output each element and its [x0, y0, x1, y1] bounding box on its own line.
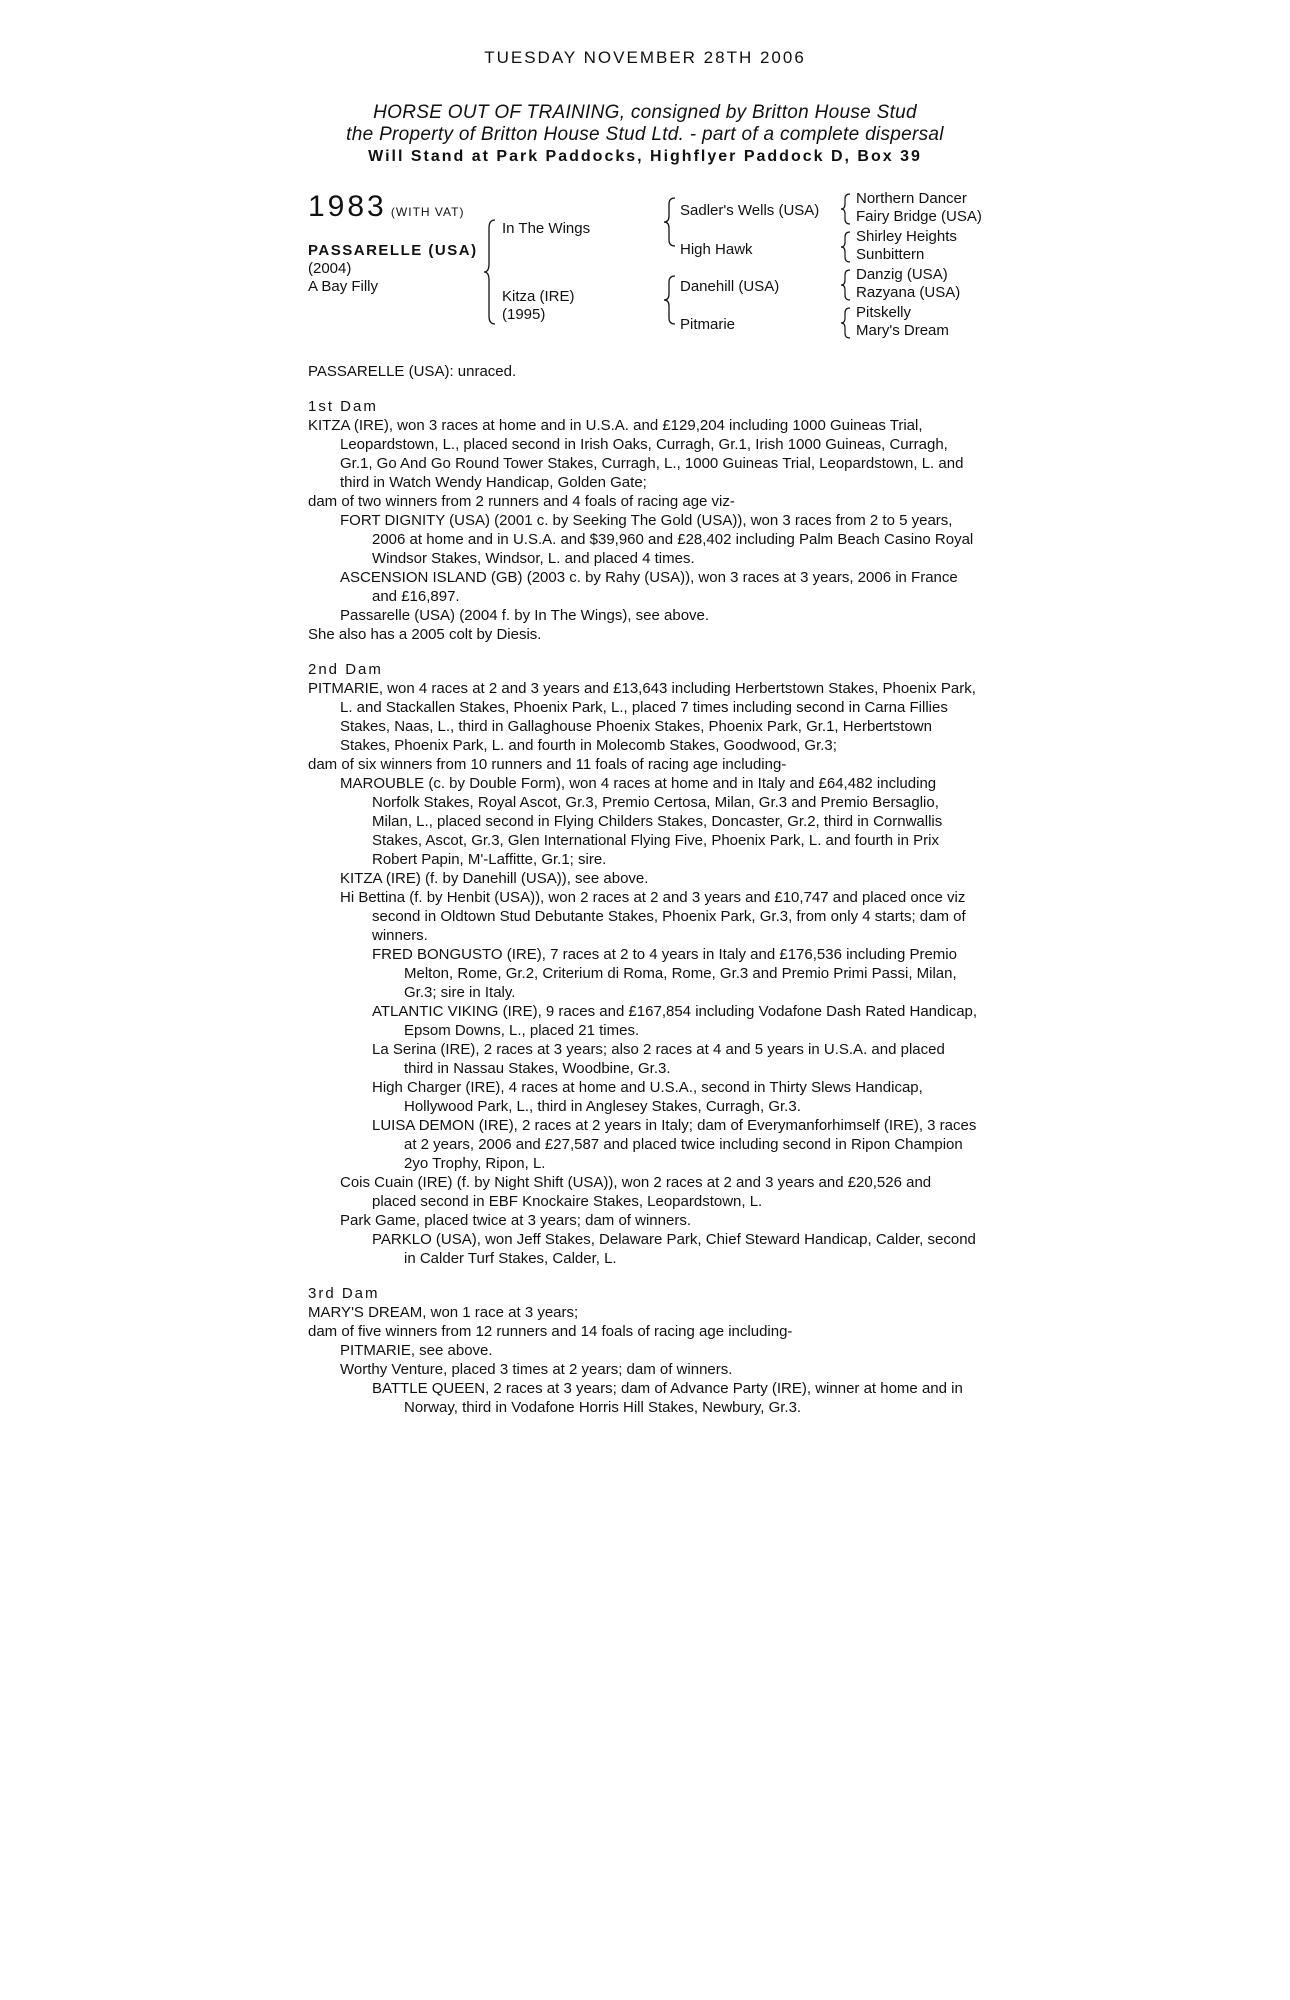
second-dam-section	[308, 660, 978, 1268]
pedigree-table	[308, 190, 1008, 350]
produce-entry: ASCENSION ISLAND (GB) (2003 c. by Rahy (USA)), won 3 races at 3 years, 2006 in France and £16,897.	[340, 569, 958, 605]
produce-entry: LUISA DEMON (IRE), 2 races at 2 years in Italy; dam of Everymanforhimself (IRE), 3 races at 2 years, 2006 and £27,587 and placed twice including second in Ripon Champion 2yo Trophy, Ripon, L.	[372, 1117, 977, 1172]
lot-number: 1983	[308, 190, 387, 223]
dam-parents-brace	[663, 274, 677, 326]
produce-entry: MAROUBLE (c. by Double Form), won 4 races at home and in Italy and £64,482 including Norfolk Stakes, Royal Ascot, Gr.3, Premio Certosa, Milan, Gr.3 and Premio Bersaglio, Milan, L., placed second in Flying Childers Stakes, Doncaster, Gr.2, third in Cornwallis Stakes, Ascot, Gr.3, Glen International Flying Five, Phoenix Park, L. and fourth in Prix Robert Papin, M'-Laffitte, Gr.1; sire.	[340, 775, 943, 868]
first-dam-section	[308, 397, 978, 644]
foaled-year: (2004)	[308, 260, 352, 277]
g-brace-2	[840, 230, 852, 264]
ancestor-2: Fairy Bridge (USA)	[856, 208, 982, 225]
sale-date: TUESDAY NOVEMBER 28TH 2006	[484, 48, 806, 67]
dam-record: PITMARIE, won 4 races at 2 and 3 years and £13,643 including Herbertstown Stakes, Phoenix Park, L. and Stackallen Stakes, Phoenix Park, L., placed 7 times including second in Carna Fillies Stakes, Naas, L., third in Gallaghouse Phoenix Stakes, Phoenix Park, Gr.1, Herbertstown Stakes, Phoenix Park, L. and fourth in Molecomb Stakes, Goodwood, Gr.3;	[308, 680, 976, 754]
sire-dam: High Hawk	[680, 241, 753, 258]
sire-sire: Sadler's Wells (USA)	[680, 202, 820, 219]
produce-summary: dam of six winners from 10 runners and 11 foals of racing age including-	[308, 756, 787, 773]
vat-label: (WITH VAT)	[390, 205, 465, 219]
produce-entry: PITMARIE, see above.	[340, 1342, 493, 1359]
produce-entry: Worthy Venture, placed 3 times at 2 years; dam of winners.	[340, 1361, 733, 1378]
produce-entry: Passarelle (USA) (2004 f. by In The Wings), see above.	[340, 607, 710, 624]
dam-record: KITZA (IRE), won 3 races at home and in U.S.A. and £129,204 including 1000 Guineas Trial, Leopardstown, L., placed second in Irish Oaks, Curragh, Gr.1, Irish 1000 Guineas, Curragh, Gr.1, Go And Go Round Tower Stakes, Curragh, L., 1000 Guineas Trial, Leopardstown, L. and third in Watch Wendy Handicap, Golden Gate;	[308, 417, 964, 491]
consignor-line: HORSE OUT OF TRAINING, consigned by Britton House Stud	[373, 102, 917, 123]
sire-parents-brace	[663, 196, 677, 248]
produce-entry: KITZA (IRE) (f. by Danehill (USA)), see above.	[340, 870, 649, 887]
ancestor-4: Sunbittern	[856, 246, 925, 263]
produce-entry: FORT DIGNITY (USA) (2001 c. by Seeking The Gold (USA)), won 3 races from 2 to 5 years, 2006 at home and in U.S.A. and $39,960 and £28,402 including Palm Beach Casino Royal Windsor Stakes, Windsor, L. and placed 4 times.	[340, 512, 974, 567]
g-brace-3	[840, 268, 852, 302]
dam-sire: Danehill (USA)	[680, 278, 780, 295]
produce-entry: Cois Cuain (IRE) (f. by Night Shift (USA)), won 2 races at 2 and 3 years and £20,526 and placed second in EBF Knockaire Stakes, Leopardstown, L.	[340, 1174, 932, 1210]
produce-note: She also has a 2005 colt by Diesis.	[308, 626, 542, 643]
produce-entry: Park Game, placed twice at 3 years; dam of winners.	[340, 1212, 691, 1229]
ancestor-8: Mary's Dream	[856, 322, 949, 339]
produce-entry: BATTLE QUEEN, 2 races at 3 years; dam of Advance Party (IRE), winner at home and in Norway, third in Vodafone Horris Hill Stakes, Newbury, Gr.3.	[372, 1380, 963, 1416]
third-dam-section	[308, 1284, 978, 1417]
horse-description: A Bay Filly	[308, 278, 379, 295]
produce-entry: High Charger (IRE), 4 races at home and U.S.A., second in Thirty Slews Handicap, Hollywood Park, L., third in Anglesey Stakes, Curragh, Gr.3.	[372, 1079, 923, 1115]
lot-number-line	[308, 190, 464, 224]
sire-dam-brace	[483, 218, 497, 326]
section-heading: 3rd Dam	[308, 1285, 380, 1302]
catalogue-body	[308, 362, 978, 1417]
race-summary: PASSARELLE (USA): unraced.	[308, 363, 517, 380]
produce-summary: dam of two winners from 2 runners and 4 foals of racing age viz-	[308, 493, 735, 510]
ancestor-1: Northern Dancer	[856, 190, 967, 207]
g-brace-1	[840, 192, 852, 226]
dam-record: MARY'S DREAM, won 1 race at 3 years;	[308, 1304, 579, 1321]
g-brace-4	[840, 306, 852, 340]
produce-entry: La Serina (IRE), 2 races at 3 years; also 2 races at 4 and 5 years in U.S.A. and placed third in Nassau Stakes, Woodbine, Gr.3.	[372, 1041, 945, 1077]
produce-entry: PARKLO (USA), won Jeff Stakes, Delaware Park, Chief Steward Handicap, Calder, second in Calder Turf Stakes, Calder, L.	[372, 1231, 976, 1267]
consignment-header	[0, 102, 1290, 168]
sire-name: In The Wings	[502, 220, 591, 237]
dam-name: Kitza (IRE)	[502, 288, 575, 305]
produce-summary: dam of five winners from 12 runners and 14 foals of racing age including-	[308, 1323, 793, 1340]
ancestor-7: Pitskelly	[856, 304, 912, 321]
dam-year: (1995)	[502, 306, 546, 323]
horse-name: PASSARELLE (USA)	[308, 242, 478, 259]
produce-entry: Hi Bettina (f. by Henbit (USA)), won 2 races at 2 and 3 years and £10,747 and placed once viz second in Oldtown Stud Debutante Stakes, Phoenix Park, Gr.3, from only 4 starts; dam of winners.	[340, 889, 966, 944]
produce-entry: FRED BONGUSTO (IRE), 7 races at 2 to 4 years in Italy and £176,536 including Premio Melton, Rome, Gr.2, Criterium di Roma, Rome, Gr.3 and Premio Primi Passi, Milan, Gr.3; sire in Italy.	[372, 946, 957, 1001]
ancestor-5: Danzig (USA)	[856, 266, 948, 283]
section-heading: 1st Dam	[308, 398, 378, 415]
ancestor-3: Shirley Heights	[856, 228, 957, 245]
ancestor-6: Razyana (USA)	[856, 284, 961, 301]
dam-dam: Pitmarie	[680, 316, 736, 333]
property-line: the Property of Britton House Stud Ltd. - part of a complete dispersal	[346, 124, 944, 145]
produce-entry: ATLANTIC VIKING (IRE), 9 races and £167,854 including Vodafone Dash Rated Handicap, Epsom Downs, L., placed 21 times.	[372, 1003, 978, 1039]
section-heading: 2nd Dam	[308, 661, 383, 678]
location-line: Will Stand at Park Paddocks, Highflyer Paddock D, Box 39	[368, 148, 922, 165]
